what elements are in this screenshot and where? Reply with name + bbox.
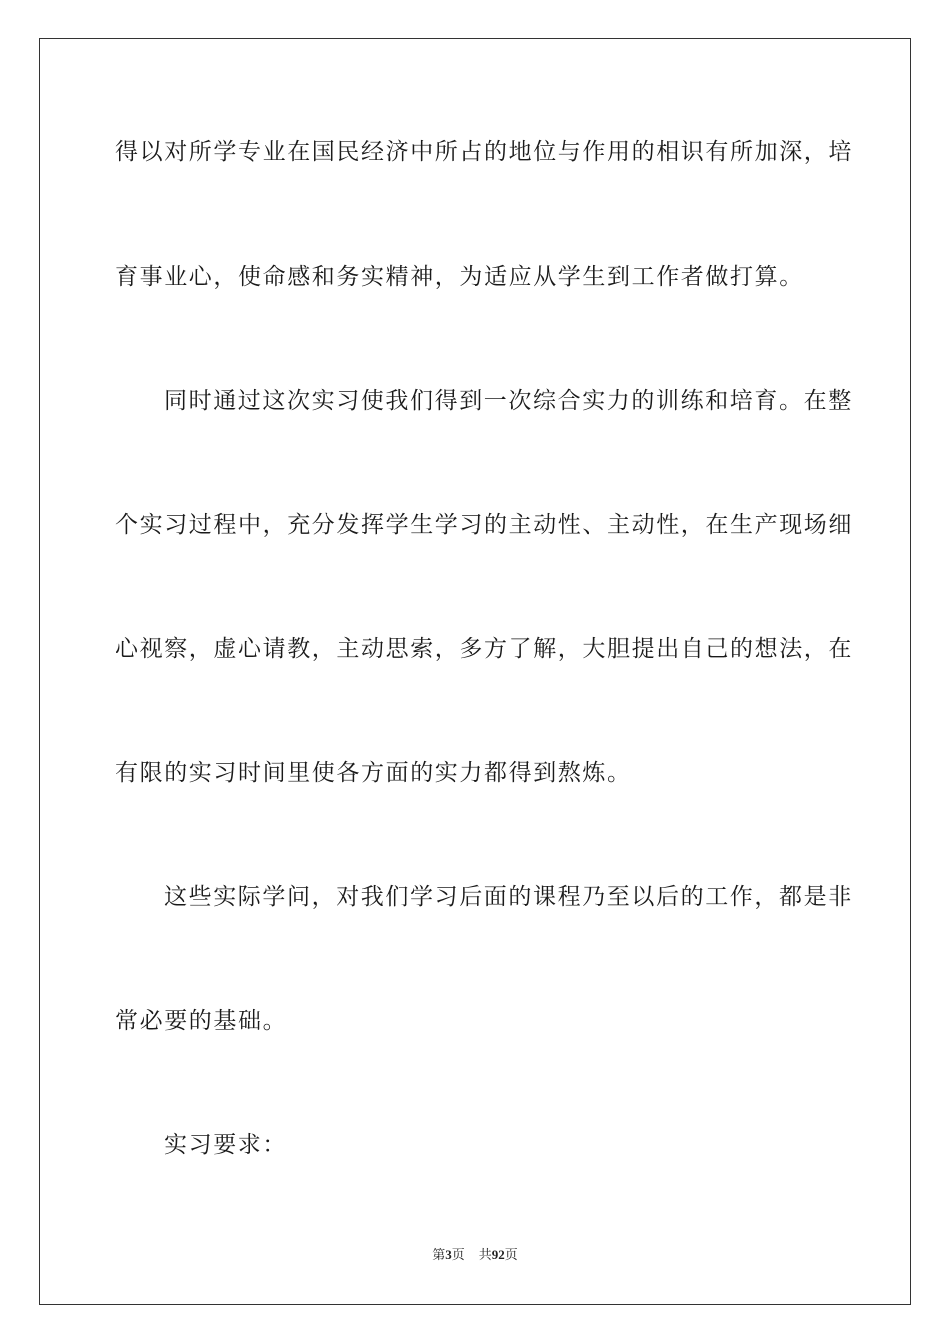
page-prefix: 第 (432, 1248, 446, 1263)
body-text-line-5: 心视察，虚心请教，主动思索，多方了解，大胆提出自己的想法，在 (115, 636, 853, 662)
page-number: 3 (445, 1247, 452, 1262)
body-text-line-6: 有限的实习时间里使各方面的实力都得到熬炼。 (115, 760, 632, 786)
total-pages: 92 (491, 1247, 505, 1262)
body-text-line-8: 常必要的基础。 (115, 1008, 288, 1034)
page-border (39, 38, 911, 1305)
body-text-line-3: 同时通过这次实习使我们得到一次综合实力的训练和培育。在整 (164, 388, 853, 414)
section-heading: 实习要求： (164, 1132, 287, 1158)
total-suffix: 页 (504, 1248, 518, 1263)
body-text-line-1: 得以对所学专业在国民经济中所占的地位与作用的相识有所加深，培 (115, 139, 853, 165)
body-text-line-4: 个实习过程中，充分发挥学生学习的主动性、主动性，在生产现场细 (115, 512, 853, 538)
body-text-line-7: 这些实际学问，对我们学习后面的课程乃至以后的工作，都是非 (164, 884, 853, 910)
page-footer (0, 1246, 950, 1265)
page-suffix: 页 (451, 1248, 465, 1263)
total-prefix: 共 (478, 1248, 492, 1263)
body-text-line-2: 育事业心，使命感和务实精神，为适应从学生到工作者做打算。 (115, 264, 804, 290)
